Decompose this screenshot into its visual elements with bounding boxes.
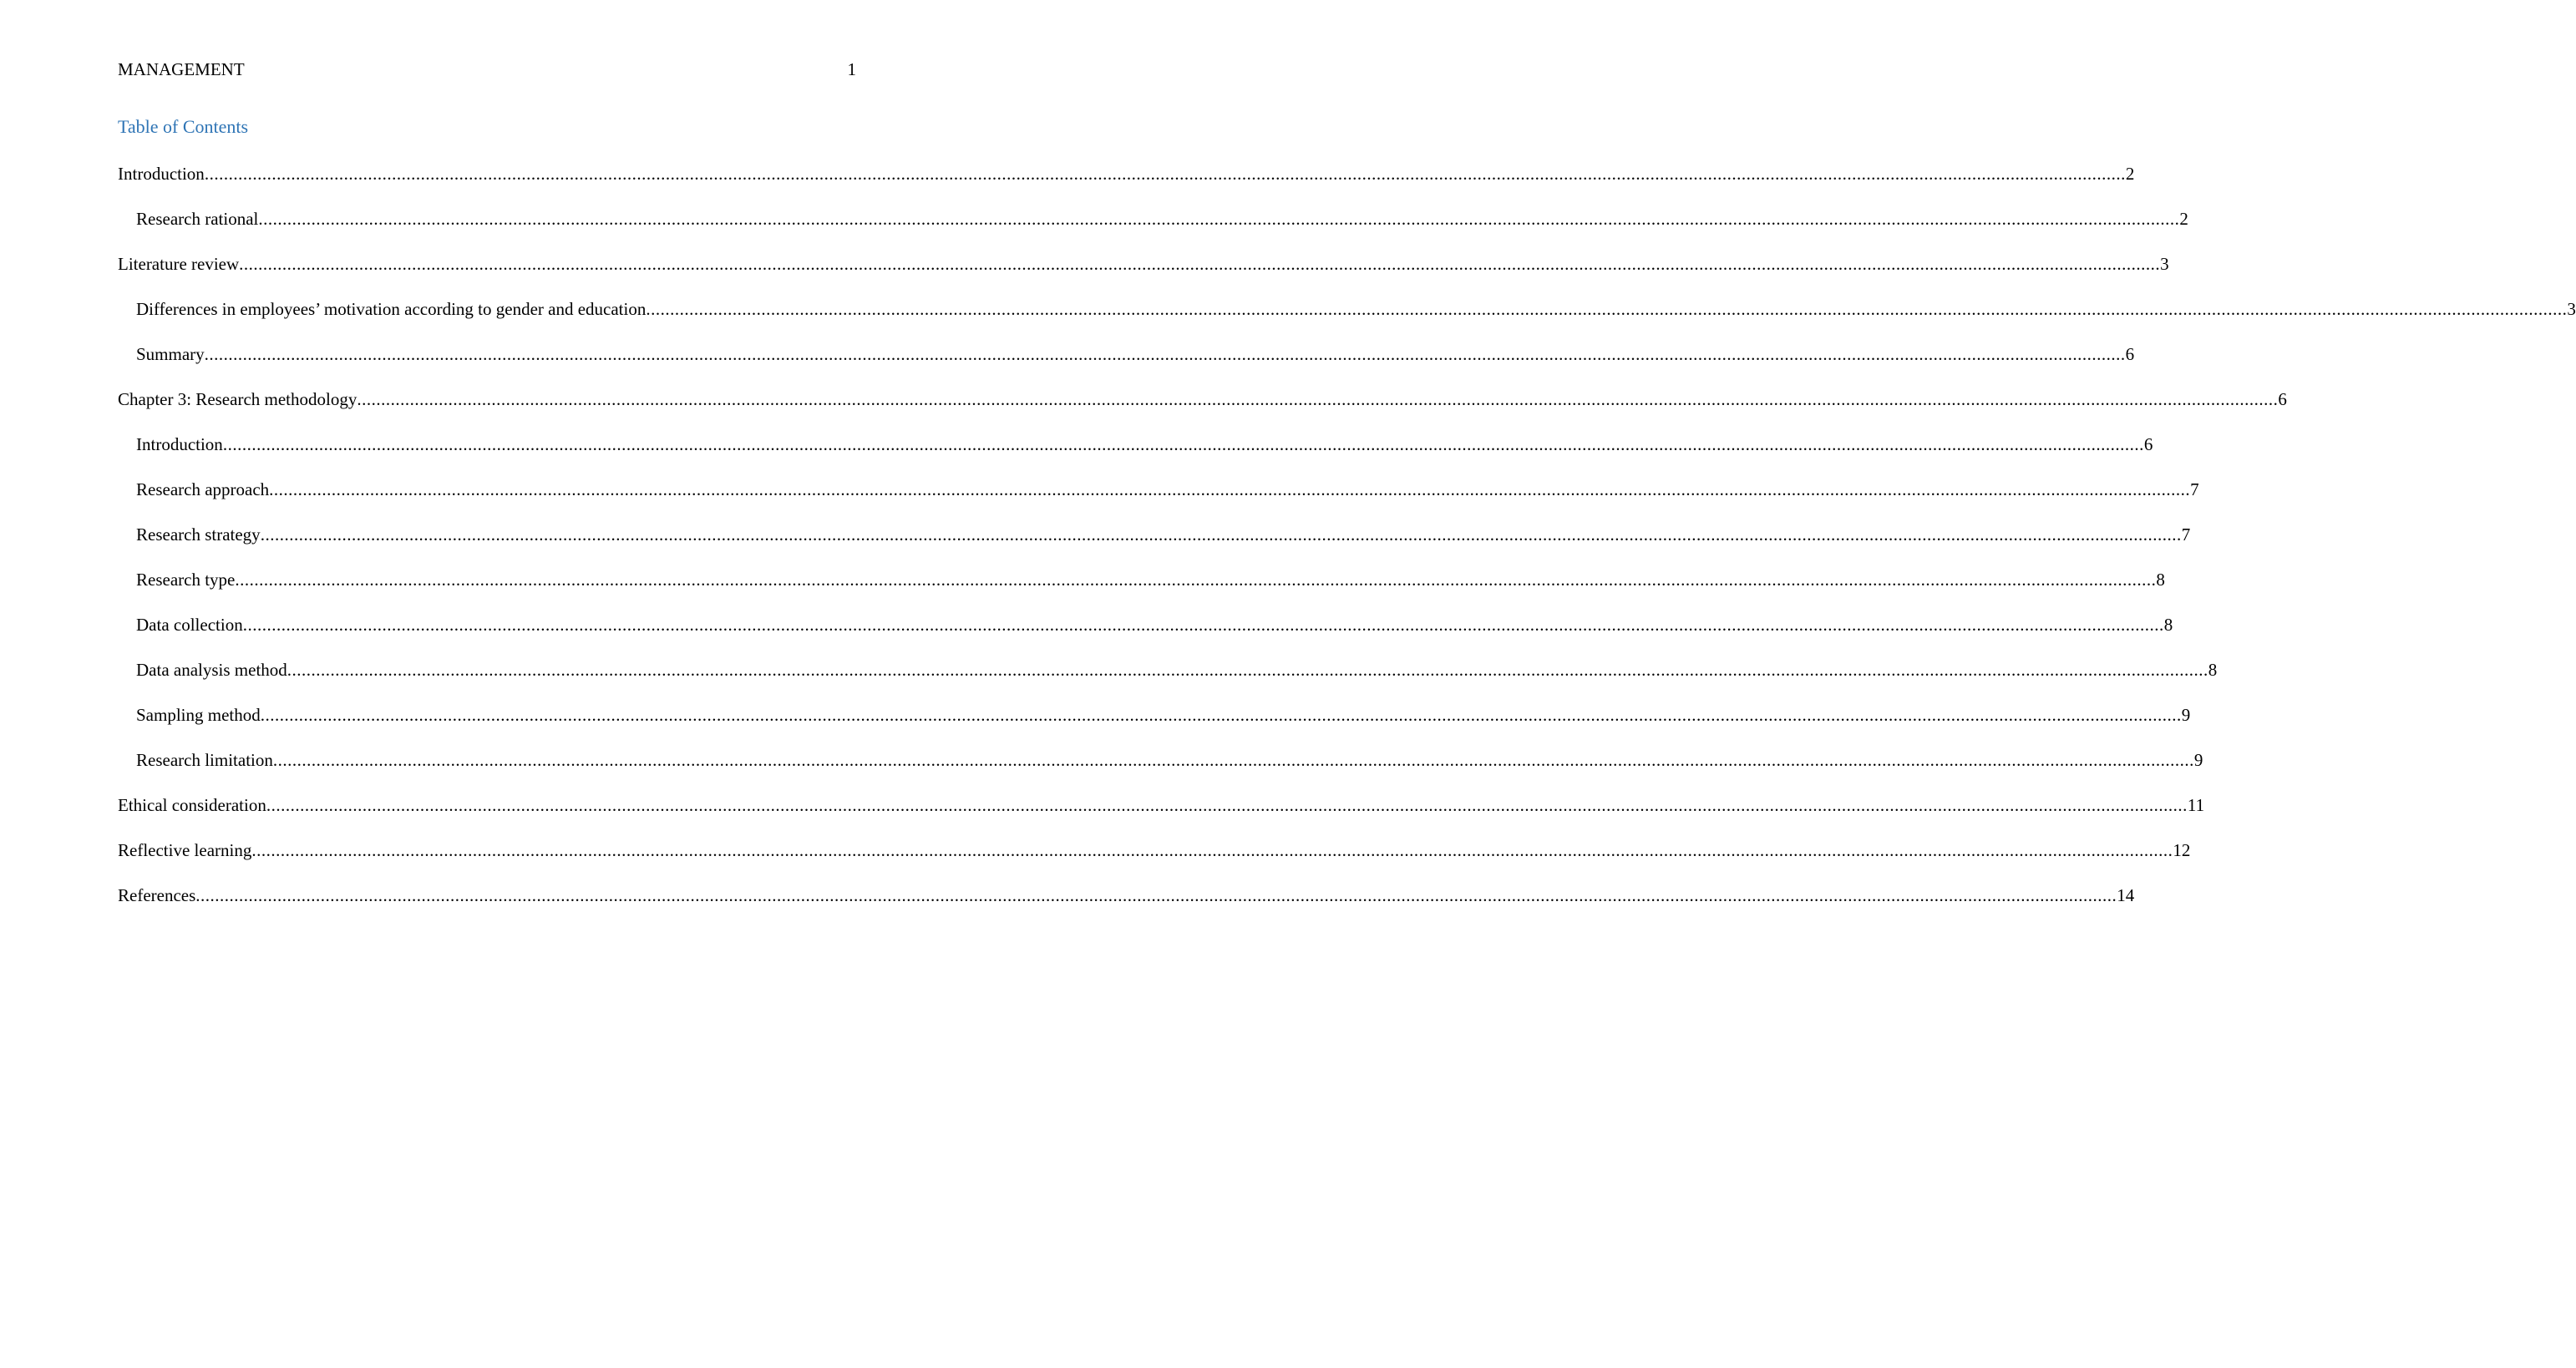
toc-entry-page: 9 [2181,705,2191,725]
running-title: MANAGEMENT [118,59,245,79]
toc-entry-differences-in-motivation[interactable] [118,296,2576,342]
toc-entry-references[interactable] [118,883,2135,928]
toc-entry-text: Literature review [118,254,240,274]
toc-entry-text: Reflective learning [118,840,252,860]
toc-dot-leader: ................................................................................................................................................................................................................................................................................................................................................................................................................ [266,795,2188,815]
toc-entry-research-limitation[interactable] [118,747,2203,793]
toc-entry-page: 3 [2160,254,2169,274]
toc-dot-leader: ................................................................................................................................................................................................................................................................................................................................................................................................................ [260,524,2182,545]
toc-entry-text: Sampling method [136,705,261,725]
toc-entry-page: 7 [2190,479,2199,499]
toc-entry-page: 14 [2117,885,2135,905]
toc-entry-page: 2 [2125,164,2135,184]
toc-entry-page: 3 [2567,299,2576,319]
toc-entry-page: 7 [2181,524,2191,545]
toc-entry-methodology-introduction[interactable] [118,432,2153,477]
toc-dot-leader: ................................................................................................................................................................................................................................................................................................................................................................................................................ [239,254,2161,274]
toc-entry-page: 6 [2125,344,2135,364]
toc-entry-text: Research approach [136,479,270,499]
toc-entry-page: 8 [2163,615,2173,635]
toc-entry-ethical-consideration[interactable] [118,793,2205,838]
toc-entry-page: 12 [2173,840,2191,860]
toc-entry-text: Ethical consideration [118,795,266,815]
toc-dot-leader: ................................................................................................................................................................................................................................................................................................................................................................................................................ [258,209,2180,229]
toc-entry-research-strategy[interactable] [118,522,2191,567]
toc-entry-literature-review[interactable] [118,251,2169,296]
toc-entry-text: Chapter 3: Research methodology [118,389,357,409]
toc-entry-text: Differences in employees’ motivation according to gender and education [136,299,647,319]
toc-entry-research-rational[interactable] [118,206,2188,251]
toc-dot-leader: ................................................................................................................................................................................................................................................................................................................................................................................................................ [260,705,2182,725]
table-of-contents [118,161,2576,928]
toc-entry-reflective-learning[interactable] [118,838,2191,883]
toc-entry-page: 6 [2278,389,2287,409]
toc-entry-text: Research strategy [136,524,261,545]
toc-dot-leader: ................................................................................................................................................................................................................................................................................................................................................................................................................ [357,389,2279,409]
toc-entry-text: Research type [136,570,236,590]
toc-dot-leader: ................................................................................................................................................................................................................................................................................................................................................................................................................ [272,750,2194,770]
toc-entry-text: Research rational [136,209,259,229]
toc-entry-text: Data collection [136,615,243,635]
toc-entry-text: Research limitation [136,750,273,770]
page-number: 1 [847,59,856,79]
toc-entry-summary[interactable] [118,342,2135,387]
toc-entry-research-type[interactable] [118,567,2165,612]
toc-entry-data-collection[interactable] [118,612,2173,657]
toc-dot-leader: ................................................................................................................................................................................................................................................................................................................................................................................................................ [204,164,2126,184]
toc-dot-leader: ................................................................................................................................................................................................................................................................................................................................................................................................................ [242,615,2164,635]
toc-dot-leader: ................................................................................................................................................................................................................................................................................................................................................................................................................ [287,660,2208,680]
toc-entry-research-approach[interactable] [118,477,2199,522]
toc-entry-page: 9 [2193,750,2203,770]
toc-entry-data-analysis-method[interactable] [118,657,2218,702]
toc-entry-page: 8 [2208,660,2218,680]
toc-dot-leader: ................................................................................................................................................................................................................................................................................................................................................................................................................ [222,434,2144,454]
toc-entry-page: 6 [2143,434,2153,454]
toc-entry-page: 8 [2156,570,2165,590]
toc-dot-leader: ................................................................................................................................................................................................................................................................................................................................................................................................................ [646,299,2568,319]
toc-entry-sampling-method[interactable] [118,702,2191,747]
toc-title: Table of Contents [118,116,249,137]
toc-entry-text: References [118,885,196,905]
toc-entry-chapter-3-research-methodology[interactable] [118,387,2287,432]
toc-entry-text: Summary [136,344,205,364]
toc-entry-page: 2 [2179,209,2188,229]
toc-entry-text: Data analysis method [136,660,287,680]
toc-dot-leader: ................................................................................................................................................................................................................................................................................................................................................................................................................ [195,885,2117,905]
toc-entry-page: 11 [2187,795,2205,815]
toc-dot-leader: ................................................................................................................................................................................................................................................................................................................................................................................................................ [269,479,2191,499]
running-header [118,57,856,82]
toc-dot-leader: ................................................................................................................................................................................................................................................................................................................................................................................................................ [235,570,2157,590]
toc-dot-leader: ................................................................................................................................................................................................................................................................................................................................................................................................................ [204,344,2126,364]
toc-dot-leader: ................................................................................................................................................................................................................................................................................................................................................................................................................ [251,840,2173,860]
toc-entry-text: Introduction [118,164,205,184]
toc-entry-text: Introduction [136,434,223,454]
toc-entry-introduction[interactable] [118,161,2135,206]
